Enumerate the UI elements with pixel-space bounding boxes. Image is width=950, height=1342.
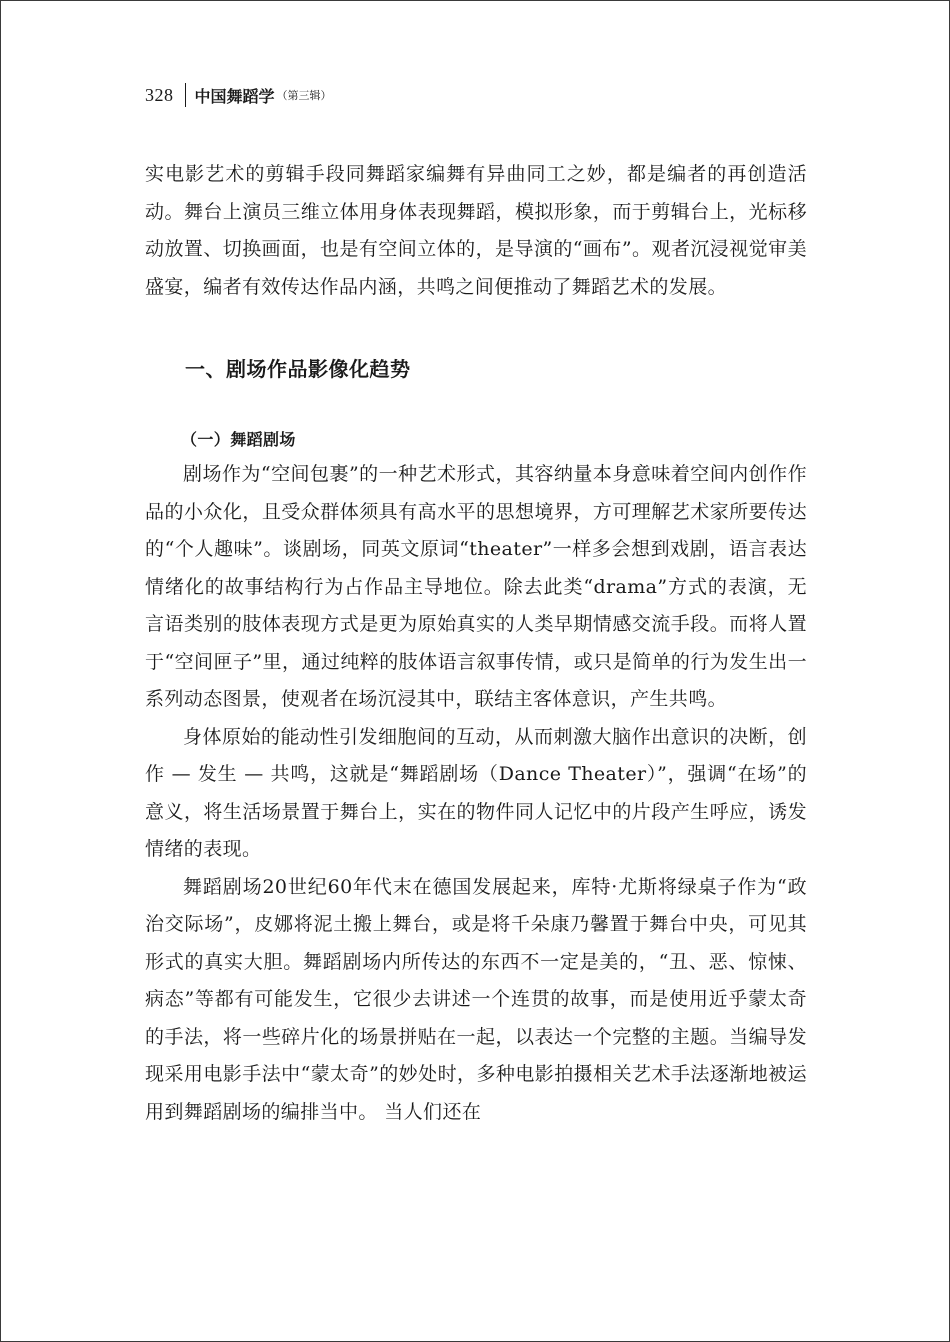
- paragraph-history: 舞蹈剧场20世纪60年代末在德国发展起来，库特·尤斯将绿桌子作为“政治交际场”，皮娜将泥土搬上舞台，或是将千朵康乃馨置于舞台中央，可见其形式的真实大胆。舞蹈剧场内所传达的东西不一定是美的，“丑、恶、惊悚、病态”等都有可能发生，它很少去讲述一个连贯的故事，而是使用近乎蒙太奇的手法，将一些碎片化的场景拼贴在一起，以表达一个完整的主题。当编导发现采用电影手法中“蒙太奇”的妙处时，多种电影拍摄相关艺术手法逐渐地被运用到舞蹈剧场的编排当中。 当人们还在: [145, 875, 807, 1123]
- intro-paragraph: 实电影艺术的剪辑手段同舞蹈家编舞有异曲同工之妙，都是编者的再创造活动。舞台上演员三维立体用身体表现舞蹈，模拟形象，而于剪辑台上，光标移动放置、切换画面，也是有空间立体的，是导演的“画布”。观者沉浸视觉审美盛宴，编者有效传达作品内涵，共鸣之间便推动了舞蹈艺术的发展。: [145, 163, 807, 298]
- paragraph-theater: 剧场作为“空间包裹”的一种艺术形式，其容纳量本身意味着空间内创作作品的小众化，且受众群体须具有高水平的思想境界，方可理解艺术家所要传达的“个人趣味”。谈剧场，同英文原词“theater”一样多会想到戏剧，语言表达情绪化的故事结构行为占作品主导地位。除去此类“drama”方式的表演，无言语类别的肢体表现方式是更为原始真实的人类早期情感交流手段。而将人置于“空间匣子”里，通过纯粹的肢体语言叙事传情，或只是简单的行为发生出一系列动态图景，使观者在场沉浸其中，联结主客体意识，产生共鸣。: [145, 463, 807, 710]
- running-head: [145, 82, 332, 108]
- paragraph-dance-theater: 身体原始的能动性引发细胞间的互动，从而刺激大脑作出意识的决断，创作 — 发生 — 共鸣，这就是“舞蹈剧场（Dance Theater）”，强调“在场”的意义，将生活场景置于舞台上，实在的物件同人记忆中的片段产生呼应，诱发情绪的表现。: [145, 725, 807, 860]
- book-title: 中国舞蹈学: [194, 86, 275, 106]
- subsection-title: （一）舞蹈剧场: [181, 430, 296, 449]
- section-title: 一、剧场作品影像化趋势: [185, 357, 411, 381]
- book-volume: （第三辑）: [276, 89, 332, 102]
- page-number: 328: [145, 84, 174, 105]
- header-divider: [185, 83, 186, 107]
- page-body: [145, 156, 807, 1131]
